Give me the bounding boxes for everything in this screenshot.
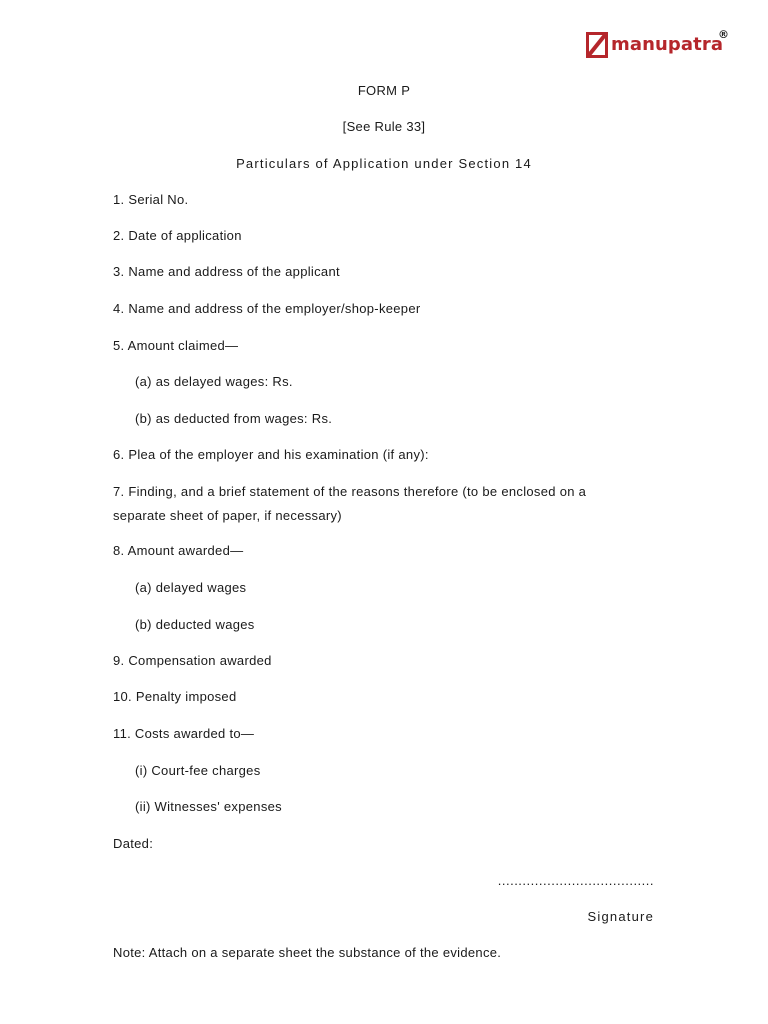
signature-label: Signature: [587, 909, 654, 924]
item-court-fee-charges: (i) Court-fee charges: [135, 763, 261, 778]
item-employer: 4. Name and address of the employer/shop-keeper: [113, 301, 421, 316]
signature-line: ......................................: [497, 873, 654, 888]
logo-text: manupatra: [611, 34, 724, 55]
item-delayed-wages-claim: (a) as delayed wages: Rs.: [135, 374, 293, 389]
item-date-of-application: 2. Date of application: [113, 228, 242, 243]
form-rule-reference: [See Rule 33]: [342, 119, 426, 134]
manupatra-logo: [586, 28, 729, 58]
form-title: FORM P: [357, 83, 411, 98]
item-delayed-wages-awarded: (a) delayed wages: [135, 580, 247, 595]
item-deducted-wages-awarded: (b) deducted wages: [135, 617, 255, 632]
registered-mark: ®: [718, 28, 729, 41]
item-serial-no: 1. Serial No.: [113, 192, 189, 207]
manupatra-logo-icon: [586, 32, 608, 58]
item-costs-awarded: 11. Costs awarded to—: [113, 726, 255, 741]
item-deducted-wages-claim: (b) as deducted from wages: Rs.: [135, 411, 333, 426]
item-amount-awarded: 8. Amount awarded—: [113, 543, 244, 558]
item-amount-claimed: 5. Amount claimed—: [113, 338, 239, 353]
item-plea-of-employer: 6. Plea of the employer and his examination (if any):: [113, 447, 429, 462]
item-witnesses-expenses: (ii) Witnesses' expenses: [135, 799, 282, 814]
item-finding-line-2: separate sheet of paper, if necessary): [113, 508, 342, 523]
dated-label: Dated:: [113, 836, 154, 851]
form-subtitle: Particulars of Application under Section 14: [236, 156, 532, 171]
item-finding-line-1: 7. Finding, and a brief statement of the reasons therefore (to be enclosed on a: [113, 484, 587, 499]
note-text: Note: Attach on a separate sheet the substance of the evidence.: [113, 945, 502, 960]
item-applicant: 3. Name and address of the applicant: [113, 264, 340, 279]
item-penalty-imposed: 10. Penalty imposed: [113, 689, 237, 704]
item-compensation-awarded: 9. Compensation awarded: [113, 653, 272, 668]
